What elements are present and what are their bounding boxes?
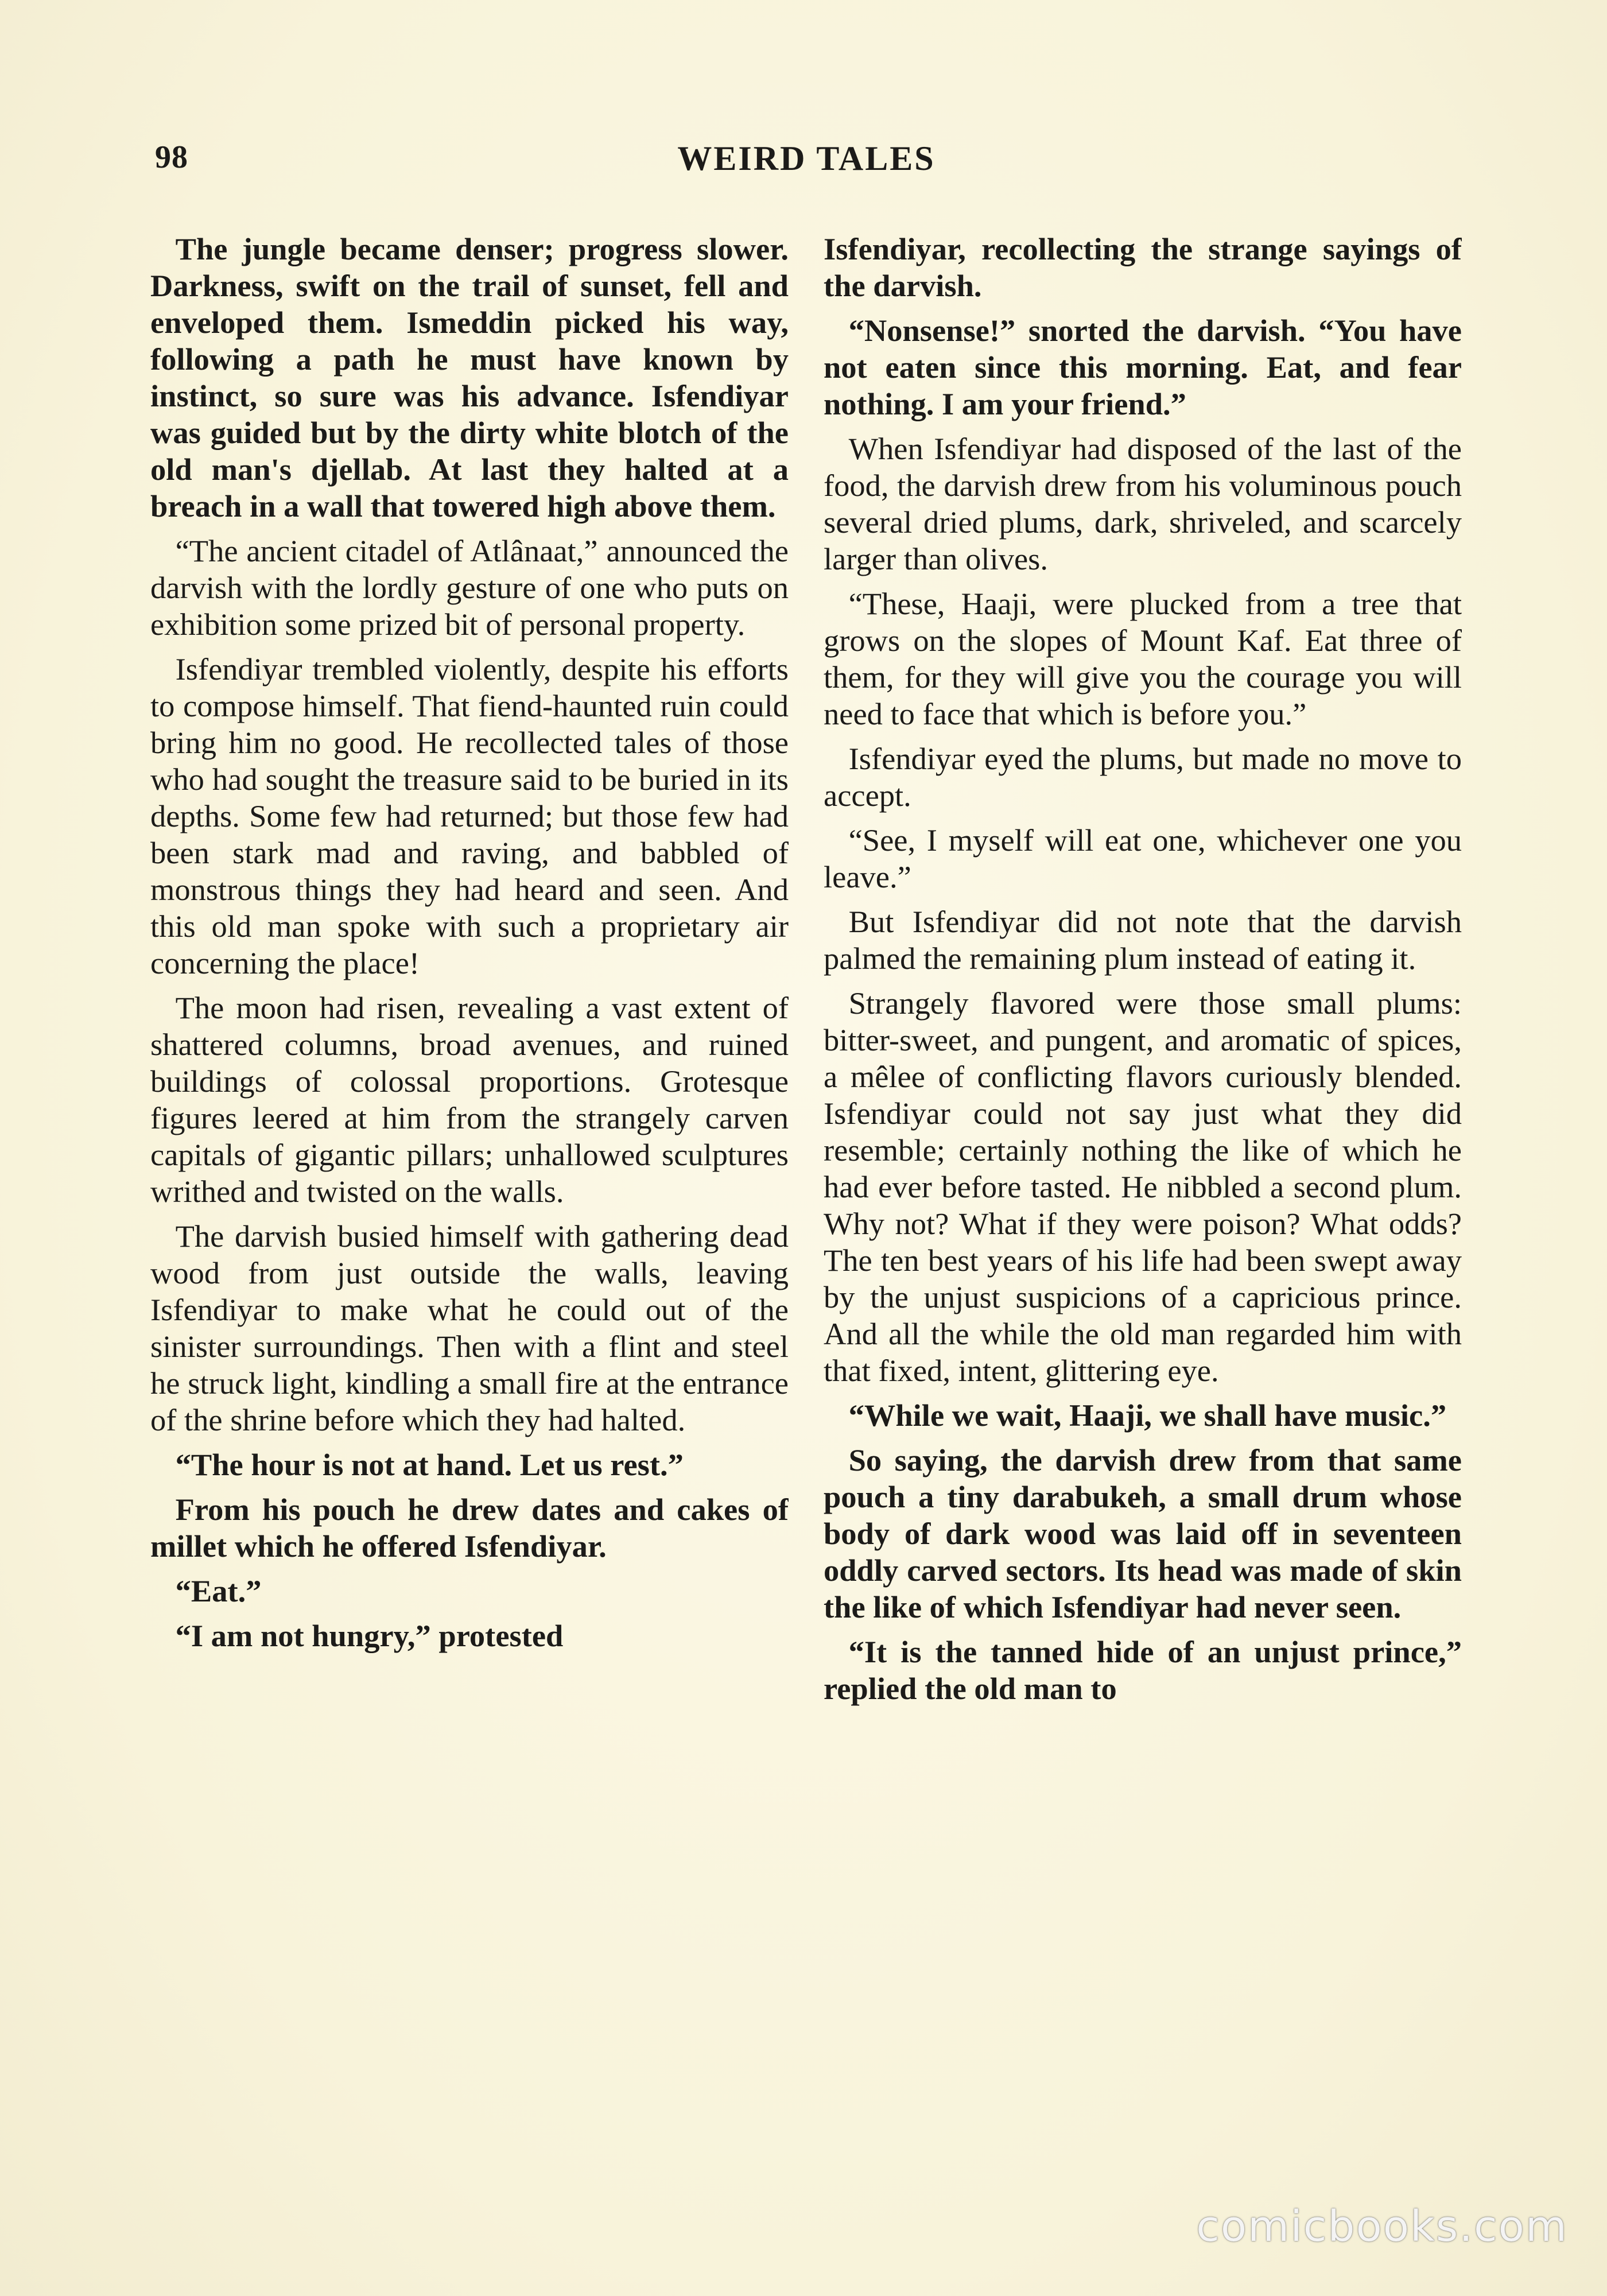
paragraph: Isfendiyar eyed the plums, but made no move to accept. xyxy=(824,741,1462,813)
paragraph: “The hour is not at hand. Let us rest.” xyxy=(175,1447,684,1482)
page-header xyxy=(155,139,1458,191)
paragraph: “See, I myself will eat one, whichever one you leave.” xyxy=(824,823,1462,894)
running-title: WEIRD TALES xyxy=(677,139,936,177)
paragraph: “While we wait, Haaji, we shall have music.” xyxy=(848,1398,1447,1433)
paragraph: Isfendiyar, recollecting the strange sayings of the darvish. xyxy=(824,231,1462,303)
paragraph: “It is the tanned hide of an unjust prince,” replied the old man to xyxy=(824,1634,1462,1706)
paragraph: “These, Haaji, were plucked from a tree that grows on the slopes of Mount Kaf. Eat three of them, for they will give you the courage you will need to face that which is before you.” xyxy=(824,586,1462,731)
watermark: comicbooks.com xyxy=(1196,2202,1568,2251)
paragraph: From his pouch he drew dates and cakes of millet which he offered Isfendiyar. xyxy=(150,1492,789,1564)
paragraph: “Nonsense!” snorted the darvish. “You have not eaten since this morning. Eat, and fear nothing. I am your friend.” xyxy=(824,313,1462,421)
paragraph: “Eat.” xyxy=(175,1573,262,1608)
paragraph: The moon had risen, revealing a vast extent of shattered columns, broad avenues, and ruined buildings of colossal proportions. Grotesque figures leered at him from the strangely carven capitals of gigantic pillars; unhallowed sculptures writhed and twisted on the walls. xyxy=(150,990,789,1209)
paragraph: “I am not hungry,” protested xyxy=(175,1618,564,1653)
paragraph: Isfendiyar trembled violently, despite his efforts to compose himself. That fiend-haunted ruin could bring him no good. He recollected tales of those who had sought the treasure said to be buried in its depths. Some few had returned; but those few had been stark mad and raving, and babbled of monstrous things they had heard and seen. And this old man spoke with such a proprietary air concerning the place! xyxy=(150,651,789,980)
page-number: 98 xyxy=(155,139,188,175)
paragraph: The darvish busied himself with gathering dead wood from just outside the walls, leaving Isfendiyar to make what he could out of the sinister surroundings. Then with a flint and steel he struck light, kindling a small fire at the entrance of the shrine before which they had halted. xyxy=(150,1219,789,1437)
text-columns xyxy=(150,231,1462,2142)
paragraph: The jungle became denser; progress slower. Darkness, swift on the trail of sunset, fell and enveloped them. Ismeddin picked his way, following a path he must have known by instinct, so sure was his advance. Isfendiyar was guided but by the dirty white blotch of the old man's djellab. At last they halted at a breach in a wall that towered high above them. xyxy=(150,231,789,523)
left-column xyxy=(150,231,789,2142)
paragraph: When Isfendiyar had disposed of the last of the food, the darvish drew from his voluminous pouch several dried plums, dark, shriveled, and scarcely larger than olives. xyxy=(824,431,1462,576)
right-column xyxy=(824,231,1462,2142)
paragraph: Strangely flavored were those small plums: bitter-sweet, and pungent, and aromatic of spices, a mêlee of conflicting flavors curiously blended. Isfendiyar could not say just what they did resemble; certainly nothing the like of which he had ever before tasted. He nibbled a second plum. Why not? What if they were poison? What odds? The ten best years of his life had been swept away by the unjust suspicions of a capricious prince. And all the while the old man regarded him with that fixed, intent, glittering eye. xyxy=(824,986,1462,1388)
paragraph: But Isfendiyar did not note that the darvish palmed the remaining plum instead of eating it. xyxy=(824,904,1462,976)
paragraph: “The ancient citadel of Atlânaat,” announced the darvish with the lordly gesture of one who puts on exhibition some prized bit of personal property. xyxy=(150,533,789,642)
paragraph: So saying, the darvish drew from that same pouch a tiny darabukeh, a small drum whose body of dark wood was laid off in seventeen oddly carved sectors. Its head was made of skin the like of which Isfendiyar had never seen. xyxy=(824,1442,1462,1624)
